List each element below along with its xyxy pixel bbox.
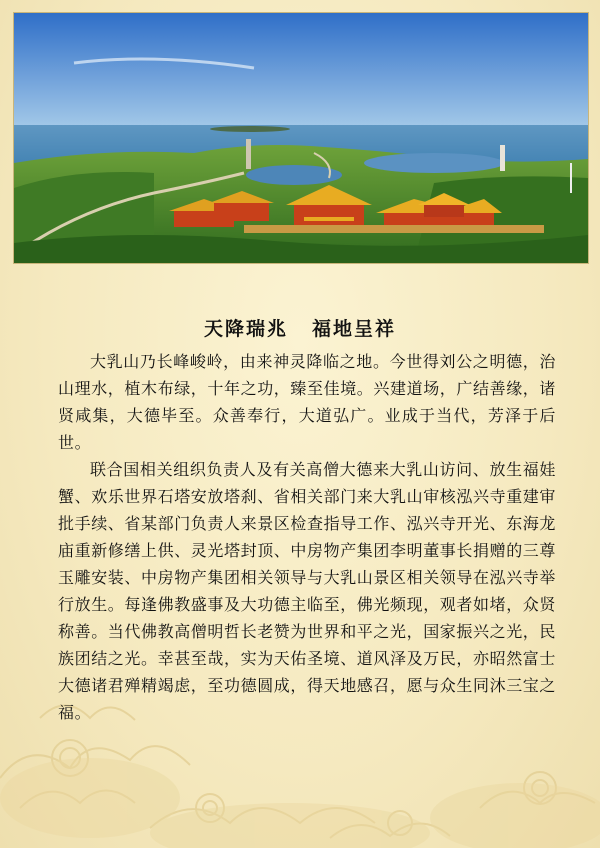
title-left: 天降瑞兆 [203, 318, 288, 340]
temple-landscape-photo [13, 12, 589, 264]
page-title [0, 314, 600, 341]
body-text [58, 348, 556, 726]
paragraph-2: 联合国相关组织负责人及有关高僧大德来大乳山访问、放生福娃蟹、欢乐世界石塔安放塔刹、省相关部门来大乳山审核泓兴寺重建审批手续、省某部门负责人来景区检查指导工作、泓兴寺开光、东海龙庙重新修缮上供、灵光塔封顶、中房物产集团李明董事长捐赠的三尊玉雕安装、中房物产集团相关领导与大乳山景区相关领导在泓兴寺举行放生。每逢佛教盛事及大功德主临至，佛光频现，观者如堵，众贤称善。当代佛教高僧明哲长老赞为世界和平之光，国家振兴之光，民族团结之光。幸甚至哉，实为天佑圣境、道风泽及万民，亦昭然富士大德诸君殚精竭虑，至功德圆成，得天地感召，愿与众生同沐三宝之福。 [58, 460, 557, 722]
paragraph-1: 大乳山乃长峰峻岭，由来神灵降临之地。今世得刘公之明德，治山理水，植木布绿，十年之功，臻至佳境。兴建道场，广结善缘，诸贤咸集，大德毕至。众善奉行，大道弘广。业成于当代，芳泽于后世。 [58, 352, 557, 452]
title-right: 福地呈祥 [312, 318, 397, 340]
